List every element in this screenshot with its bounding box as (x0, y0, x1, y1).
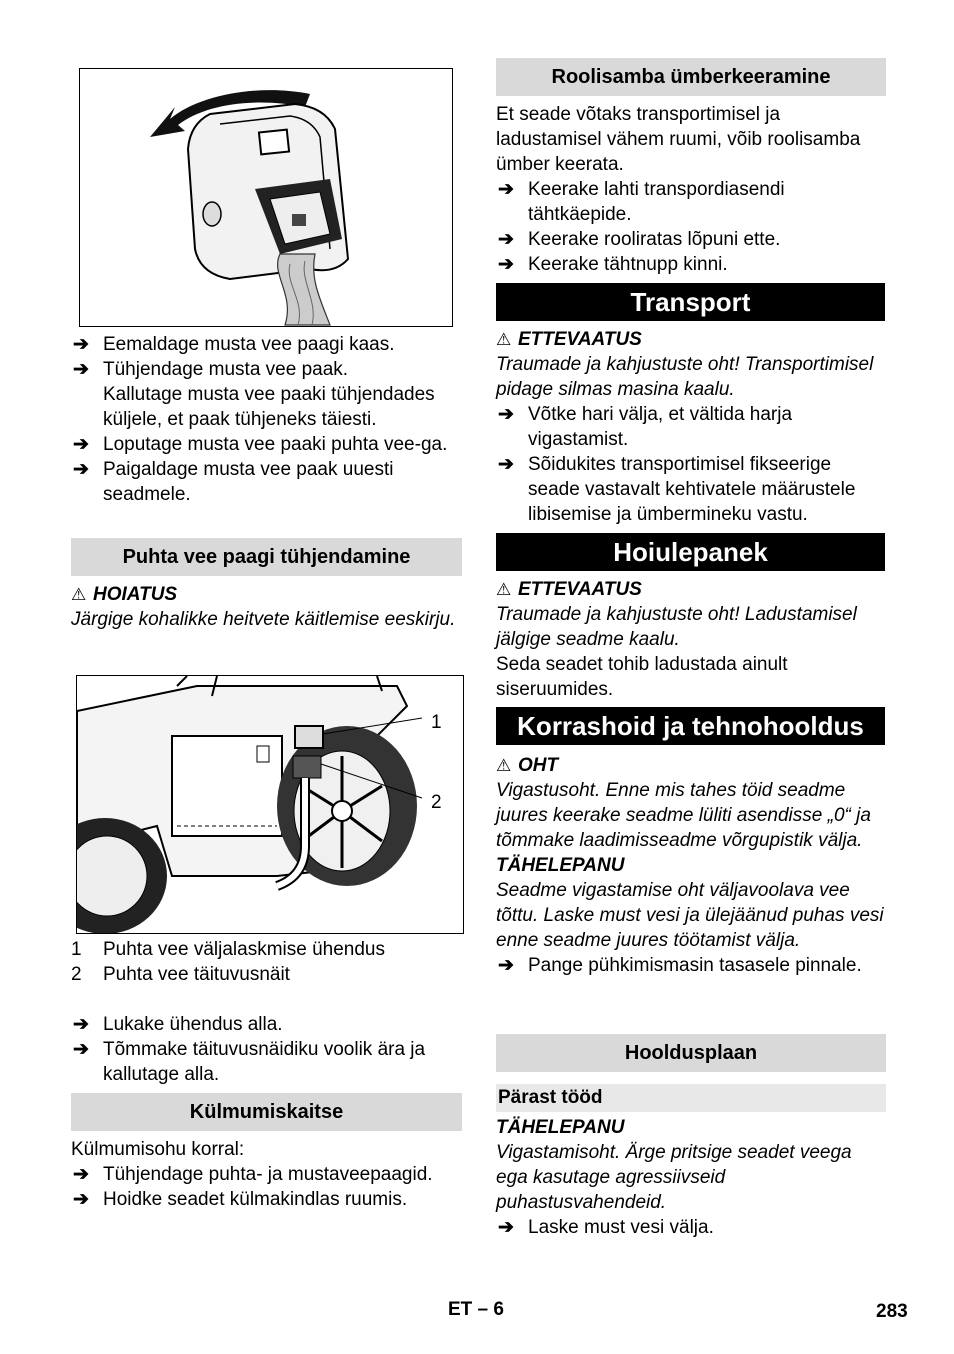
list-item: ➔ Keerake tähtnupp kinni. (498, 254, 728, 275)
section-heading-storage: Hoiulepanek (496, 533, 885, 571)
list-item: ➔ Tõmmake täituvusnäidiku voolik ära ja kallutage alla. (73, 1039, 426, 1085)
page-number: 283 (876, 1301, 908, 1322)
arrow-icon: ➔ (73, 1039, 89, 1060)
warning-icon: ⚠ (496, 330, 512, 349)
arrow-icon: ➔ (498, 404, 514, 425)
arrow-icon: ➔ (498, 1217, 514, 1238)
list-item: ➔ Lukake ühendus alla. (73, 1014, 283, 1035)
section-heading-maintenance: Korrashoid ja tehnohooldus (496, 707, 885, 745)
subheading-after-work: Pärast tööd (496, 1084, 886, 1112)
warning-icon: ⚠ (71, 585, 87, 604)
section-heading-clean-water: Puhta vee paagi tühjendamine (71, 538, 462, 576)
emptying-steps (71, 332, 462, 507)
section-heading-transport: Transport (496, 283, 885, 321)
arrow-icon: ➔ (498, 179, 514, 200)
list-item: ➔ Keerake rooliratas lõpuni ette. (498, 229, 781, 250)
list-item: ➔ Tühjendage puhta- ja mustaveepaagid. (73, 1164, 433, 1185)
list-item: ➔ Tühjendage musta vee paak. Kallutage musta vee paaki tühjendades küljele, et paak tühjeneks täiesti. (73, 359, 435, 430)
section-heading-frost: Külmumiskaitse (71, 1093, 462, 1131)
steering-block: Et seade võtaks transportimisel ja ladustamisel vähem ruumi, võib roolisamba ümber keerata. ➔ Keerake lahti transpordiasendi tähtkäepide. ➔ Keerake rooliratas lõpuni ette. ➔ Keerake tähtnupp kinni. (496, 102, 886, 277)
callout-2: 2 (431, 792, 442, 813)
storage-block: ⚠ ETTEVAATUS Traumade ja kahjustuste oht! Ladustamisel jälgige seadme kaalu. Seda seadet tohib ladustada ainult siseruumides. (496, 579, 857, 700)
transport-block: ⚠ ETTEVAATUS Traumade ja kahjustuste oht! Transportimisel pidage silmas masina kaalu. ➔ Võtke hari välja, et vältida harja vigastamist. ➔ Sõidukites transportimisel fikseerige seade vastavalt kehtivatele määrustele libisemise ja ümbermineku vastu. (496, 327, 886, 527)
list-item: ➔ Keerake lahti transpordiasendi tähtkäepide. (498, 179, 785, 225)
legend-item: 2 Puhta vee täituvusnäit (71, 964, 290, 985)
after-work-block: TÄHELEPANU Vigastamisoht. Ärge pritsige seadet veega ega kasutage agressiivseid puhastusvahendeid. ➔ Laske must vesi välja. (496, 1115, 886, 1240)
warning-block-1: ⚠ HOIATUS Järgige kohalikke heitvete käitlemise eeskirju. (71, 584, 456, 630)
arrow-icon: ➔ (73, 434, 89, 455)
maintenance-block: ⚠ OHT Vigastusoht. Enne mis tahes töid seadme juures keerake seadme lüliti asendisse „0“ ja tõmmake laadimisseadme võrgupistik välja. TÄHELEPANU Seadme vigastamise oht väljavoolava vee tõttu. Laske must vesi ja ülejäänud puhas vesi enne seadme juures töötamist välja. ➔ Pange pühkimismasin tasasele pinnale. (496, 753, 886, 978)
figure-clean-water-outlet (76, 675, 464, 934)
arrow-icon: ➔ (73, 359, 89, 380)
frost-block: Külmumisohu korral: ➔ Tühjendage puhta- ja mustaveepaagid. ➔ Hoidke seadet külmakindlas ruumis. (71, 1137, 462, 1212)
arrow-icon: ➔ (498, 955, 514, 976)
warning-icon: ⚠ (496, 580, 512, 599)
callout-1: 1 (431, 712, 442, 733)
list-item: ➔ Pange pühkimismasin tasasele pinnale. (498, 955, 862, 976)
arrow-icon: ➔ (498, 454, 514, 475)
arrow-icon: ➔ (73, 1164, 89, 1185)
arrow-icon: ➔ (498, 229, 514, 250)
tank-illustration (80, 69, 452, 326)
arrow-icon: ➔ (498, 254, 514, 275)
footer-language-code: ET – 6 (448, 1299, 504, 1320)
list-item: ➔ Loputage musta vee paaki puhta vee-ga. (73, 434, 448, 455)
list-item: ➔ Hoidke seadet külmakindlas ruumis. (73, 1189, 408, 1210)
list-item: ➔ Sõidukites transportimisel fikseerige seade vastavalt kehtivatele määrustele libisemise ja ümbermineku vastu. (498, 454, 856, 525)
arrow-icon: ➔ (73, 334, 89, 355)
section-heading-maintenance-plan: Hooldusplaan (496, 1034, 886, 1072)
list-item: ➔ Laske must vesi välja. (498, 1217, 714, 1238)
outlet-illustration (77, 676, 463, 933)
list-item: ➔ Paigaldage musta vee paak uuesti seadmele. (73, 459, 394, 505)
list-item: ➔ Võtke hari välja, et vältida harja vigastamist. (498, 404, 793, 450)
list-item: ➔ Eemaldage musta vee paagi kaas. (73, 334, 395, 355)
legend-item: 1 Puhta vee väljalaskmise ühendus (71, 939, 386, 960)
section-heading-steering: Roolisamba ümberkeeramine (496, 58, 886, 96)
arrow-icon: ➔ (73, 459, 89, 480)
figure-tank-emptying (79, 68, 453, 327)
warning-icon: ⚠ (496, 756, 512, 775)
arrow-icon: ➔ (73, 1014, 89, 1035)
figure-legend (71, 937, 462, 987)
arrow-icon: ➔ (73, 1189, 89, 1210)
outlet-steps (71, 1012, 462, 1087)
